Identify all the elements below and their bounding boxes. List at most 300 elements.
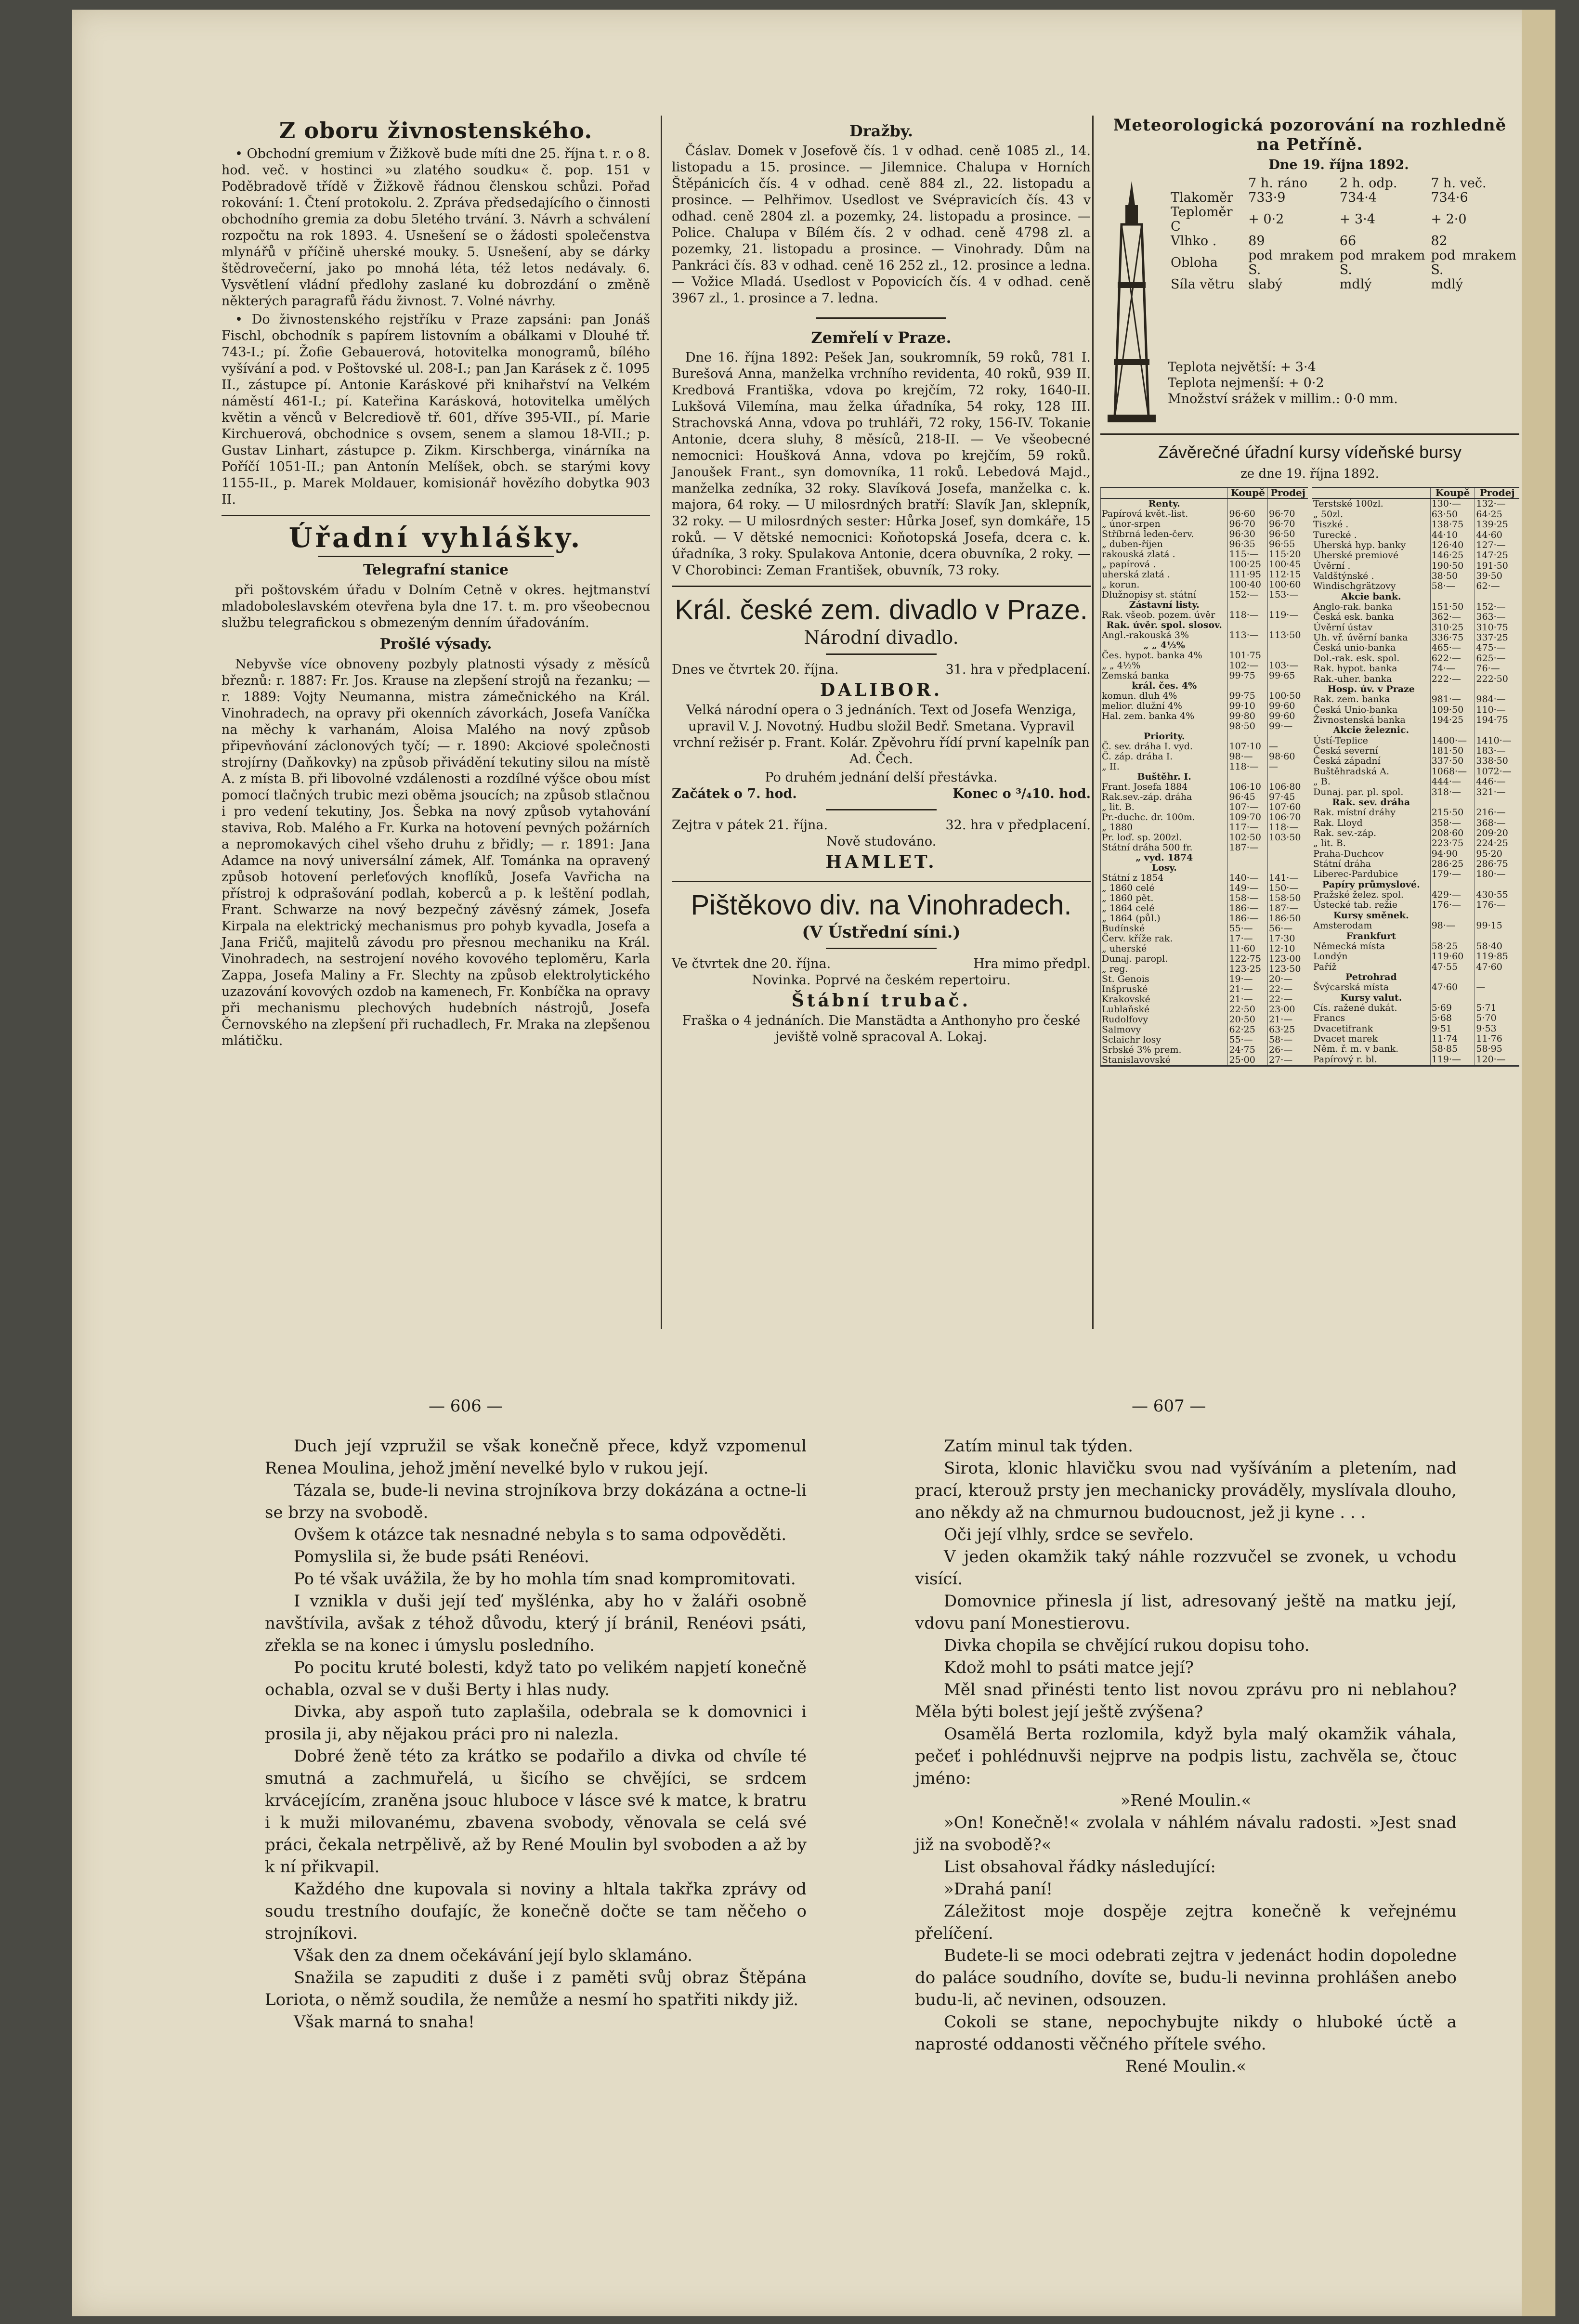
newspaper-spread [72,10,1555,2316]
subheading-vysady: Prošlé výsady. [379,636,492,653]
bursa-row [1101,964,1308,974]
story-paragraph: »Drahá paní! [944,1880,1053,1899]
article-zemreli: Dne 16. října 1892: Pešek Jan, soukromník, 59 roků, 781 I. Burešová Anna, manželka vrchního revidenta, 40 roků, 939 II. Kredbová Františka, vdova po krejčím, 72 roky, 1640-II. Lukšová Vilemína, mau želka úřadníka, 54 roky, 128 III. Strachovská Anna, vdova po truhláři, 72 roky, 156-IV. Tokanie Antonie, dcera sluhy, 8 měsíců, 218-II. — Ve všeobecné nemocnici: Houšková Anna, vdova po krejčím, 59 roků. Janoušek Frant., syn domovníka, 11 roků. Lebedová Majd., manželka zedníka, 32 roky. Slavíková Josefa, manželka c. k. majora, 64 roky. — U milosrdných bratří: Slavík Jan, sklepník, 32 roky. — U milosrdných sester: Hůrka Josef, syn domkáře, 15 roků. — V dětské nemocnici: Koňotopská Josefa, dcera c. k. úřadníka, 3 roky. Spulakova Antonie, dcera obuvníka, 2 roky. — V Chorobinci: Zeman František, obuvník, 73 roky. [672,350,1091,578]
story-paragraph: Cokoli se stane, nepochybujte nikdy o hluboké úctě a naprosté oddanosti věčného přítele svého. [915,2012,1457,2054]
bursa-item-name: „ 1880 [1101,823,1228,833]
bursa-item-name: Inšpruské [1101,984,1228,994]
bursa-sell-value: 5·70 [1475,1013,1519,1023]
bursa-item-name: Pražské želez. spol. [1312,890,1431,900]
bursa-row [1101,752,1308,762]
bursa-sell-value: 110·— [1475,705,1519,715]
bursa-row [1101,711,1308,721]
bursa-row [1101,984,1308,994]
theatre1-description: Velká národní opera o 3 jednáních. Text od Josefa Wenziga, upravil V. J. Novotný. Hudbu složil Bedř. Smetana. Vypravil vrchní režisér p. Frant. Kolár. Zpěvohru řídí první kapelník pan Ad. Čech. [673,703,1090,767]
bursa-item-name: Lublaňské [1101,1005,1228,1015]
bursa-sell-value: 5·71 [1475,1003,1519,1013]
bursa-row [1101,994,1308,1005]
bursa-item-name: Terstské 100zl. [1312,498,1431,509]
bursa-buy-value: 58·85 [1430,1044,1475,1054]
bursa-sell-value: 338·50 [1475,756,1519,766]
bursa-row [1101,1025,1308,1035]
story-paragraph: I vznikla v duši její teď myšlénka, aby ho v žaláři osobně navštívila, avšak z téhož důvodu, který jí bránil, Renéovi psáti, zřekla se na konec i úmyslu posledního. [265,1592,807,1655]
bursa-sell-value: 64·25 [1475,509,1519,520]
bursa-sell-value: — [1268,762,1308,772]
bursa-row [1312,550,1520,561]
bursa-item-name: „ 1864 celé [1101,903,1228,914]
bursa-buy-value: 96·45 [1228,792,1268,802]
bursa-sell-value: 106·80 [1268,782,1308,792]
theatre1-subtitle: Národní divadlo. [804,627,959,648]
bursa-row [1101,944,1308,954]
bursa-col-buy: Koupě [1228,487,1268,498]
story-paragraph: Sirota, klonic hlavičku svou nad vyšíváním a pletením, nad prací, kterouž prsty jen mechanicky prováděly, myslívala dlouho, ano někdy až na chmurnou budoucnost, jež ji kyne . . . [915,1459,1457,1522]
bursa-row [1312,849,1520,859]
bursa-row [1101,903,1308,914]
bursa-row [1312,571,1520,581]
bursa-item-name: Liberec-Pardubice [1312,869,1431,879]
theatre1-start: Začátek o 7. hod. [672,786,797,801]
theatre2-note: Hra mimo předpl. [973,956,1091,971]
bursa-sell-value: 286·75 [1475,859,1519,869]
article-rejstrik: • Do živnostenského rejstříku v Praze zapsáni: pan Jonáš Fischl, obchodník s papírem listovním a obálkami v Dlouhé tř. 743-I.; pí. Žofie Gebauerová, hotovitelka monogramů, bílého vyšívání a pod. v Poštovské ul. 208-I.; pan Jan Karásek z č. 1095 II., zástupce pí. Antonie Karáskové při knihařství na Velkém náměstí 461-I.; pí. Kateřina Karásková, hotovitelka umělých květin a věnců v Belcrediově tř. 601, dříve 395-VII., pí. Marie Kirchuerová, obchodnice s ovsem, senem a slamou 18-VII.; p. Gustav Linhart, zástupce p. Zikm. Kirschberga, vinárníka na Poříčí 1051-II.; pan Antonín Melíšek, obch. se starými kovy 1155-II., p. Marek Moldauer, komisionář hovězího dobytka 903 II. [222,312,650,507]
bursa-item-name: „ únor-srpen [1101,519,1228,529]
bursa-item-name: Petrohrad [1312,972,1431,982]
column-rule [1092,116,1094,1329]
bursa-row [1101,833,1308,843]
bursa-sell-value: 23·00 [1268,1005,1308,1015]
bursa-buy-value: 11·74 [1430,1034,1475,1044]
bursa-sell-value: 183·— [1475,746,1519,756]
bursa-item-name: Úvěrní ústav [1312,623,1431,633]
bursa-item-name: Kursy valut. [1312,993,1431,1003]
bursa-buy-value [1430,797,1475,808]
bursa-sell-value: 62·— [1475,581,1519,591]
bursa-row [1101,630,1308,640]
bursa-row [1101,691,1308,701]
bursa-item-name: Rak. sev.-záp. [1312,828,1431,838]
bursa-buy-value [1228,772,1268,782]
bursa-buy-value: 981·— [1430,694,1475,705]
bursa-sell-value: 58·40 [1475,941,1519,952]
bursa-item-name: Buštěhr. I. [1101,772,1228,782]
bursa-row [1312,736,1520,746]
bursa-buy-value: 9·51 [1430,1024,1475,1034]
bursa-buy-value: 58·— [1430,581,1475,591]
bursa-buy-value: 1400·— [1430,736,1475,746]
bursa-row [1312,1024,1520,1034]
bursa-item-name: Č. záp. dráha I. [1101,752,1228,762]
page-number-right: — 607 — [1132,1397,1206,1416]
bursa-item-name: Pr.-duchc. dr. 100m. [1101,812,1228,823]
bursa-sell-value: — [1475,982,1519,992]
meteo-rain: Množství srážek v millim.: 0·0 mm. [1168,392,1398,406]
theatre1-day: Dnes ve čtvrtek 20. října. [672,662,839,677]
bursa-item-name [1101,721,1228,731]
bursa-buy-value: 47·60 [1430,982,1475,992]
bursa-row [1312,694,1520,705]
bursa-row [1101,772,1308,782]
heading-vyhlasky: Úřadní vyhlášky. [288,522,583,554]
bursa-buy-value: 158·— [1228,893,1268,903]
bursa-buy-value: 107·— [1228,802,1268,812]
bursa-sell-value: 106·70 [1268,812,1308,823]
bursa-buy-value: 96·35 [1228,539,1268,549]
bursa-sell-value: 222·50 [1475,674,1519,684]
theatre1-end: Konec o ³/₄10. hod. [953,786,1091,801]
bursa-buy-value: 47·55 [1430,962,1475,972]
story-paragraph: Záležitost moje dospěje zejtra konečně k veřejnému přelíčení. [915,1902,1457,1943]
bursa-buy-value [1430,993,1475,1003]
theatre2-title: Pištěkovo div. na Vinohradech. [691,889,1072,921]
meteo-extremes [1168,359,1398,407]
bursa-row [1101,498,1308,509]
theatre1-play: DALIBOR. [820,680,943,700]
bursa-buy-value: 21·— [1228,984,1268,994]
bursa-buy-value: 118·— [1228,610,1268,620]
bursa-row [1101,843,1308,853]
bursa-item-name: Salmovy [1101,1025,1228,1035]
bursa-item-name: „ lit. B. [1312,838,1431,849]
story-paragraph: Každého dne kupovala si noviny a hltala takřka zprávy od soudu trestního doufajíc, že konečně dočte se tam něčeho o strojníkovi. [265,1880,807,1943]
bursa-buy-value [1228,620,1268,630]
bursa-item-name: „ reg. [1101,964,1228,974]
bursa-row [1101,914,1308,924]
bursa-buy-value: 146·25 [1430,550,1475,561]
column-rule [661,116,662,1329]
bursa-row [1101,873,1308,883]
meteo-row-label: Teploměr C [1171,205,1233,234]
bursa-buy-value: 318·— [1430,787,1475,797]
bursa-buy-value: 98·— [1228,752,1268,762]
bursa-item-name: Paříž [1312,962,1431,972]
bursa-sell-value: 158·50 [1268,893,1308,903]
bursa-item-name: Akcie železnic. [1312,725,1431,735]
bursa-row [1101,560,1308,570]
bursa-sell-value: 96·50 [1268,529,1308,539]
bursa-row [1312,684,1520,694]
bursa-item-name: Červ. kříže rak. [1101,934,1228,944]
meteo-value: pod mrakem S. [1431,248,1516,277]
story-paragraph: Pomyslila si, že bude psáti Renéovi. [294,1547,589,1567]
meteo-row-label: Vlhko . [1171,234,1217,248]
bursa-item-name: Papírová květ.-list. [1101,509,1228,519]
bursa-sell-value: 430·55 [1475,890,1519,900]
bursa-buy-value: 429·— [1430,890,1475,900]
bursa-buy-value: 138·75 [1430,520,1475,530]
bursa-sell-value: 63·25 [1268,1025,1308,1035]
bursa-item-name: Rak.-uher. banka [1312,674,1431,684]
bursa-item-name: Sclaichr losy [1101,1035,1228,1045]
bursa-item-name: Německá místa [1312,941,1431,952]
bursa-item-name: „ 50zl. [1312,509,1431,520]
bursa-item-name: komun. dluh 4% [1101,691,1228,701]
bursa-item-name: „ papírová . [1101,560,1228,570]
bursa-row [1101,934,1308,944]
bursa-row [1101,620,1308,630]
bursa-table-left [1100,487,1308,1065]
story-paragraph: Zatím minul tak týden. [944,1436,1133,1456]
bursa-col-name [1101,487,1228,498]
meteo-value: mdlý [1431,277,1463,292]
bursa-sell-value: 17·30 [1268,934,1308,944]
bursa-row [1101,1015,1308,1025]
bursa-buy-value: 99·75 [1228,691,1268,701]
story-paragraph: Snažila se zapuditi z duše i z paměti svůj obraz Štěpána Loriota, o němž soudila, že nemůže a nesmí ho spatřiti nikdy již. [265,1968,807,2010]
bursa-item-name: Zástavní listy. [1101,600,1228,610]
bursa-buy-value: 96·70 [1228,519,1268,529]
article-telegraf: při poštovském úřadu v Dolním Cetně v okres. hejtmanství mladoboleslavském otevřena byla dne 17. t. m. pro všeobecnou službu telegrafickou s obmezeným denním úřadováním. [222,583,650,630]
bursa-row [1312,859,1520,869]
theatre2-date-row [672,956,1091,972]
bursa-item-name: Buštěhradská A. [1312,767,1431,777]
bursa-row [1101,529,1308,539]
bursa-sell-value [1475,972,1519,982]
bursa-item-name: Angl.-rakouská 3% [1101,630,1228,640]
bursa-item-name: Akcie bank. [1312,592,1431,602]
bursa-item-name: Pr. loď. sp. 200zl. [1101,833,1228,843]
bursa-sell-value [1475,993,1519,1003]
divider [826,948,937,949]
bursa-buy-value: 119·60 [1430,952,1475,962]
bursa-date: ze dne 19. října 1892. [1240,467,1379,481]
bursa-sell-value [1268,651,1308,661]
bursa-row [1101,974,1308,984]
article-vysady: Nebyvše více obnoveny pozbyly platnosti výsady z měsíců březnů: r. 1887: Fr. Jos. Krause na zlepšení strojů na řezanku; — r. 1889: Vojty Neumanna, mistra zámečnického na Král. Vinohradech, na opravy při okenních závorkách, Josefa Vaníčka na měchy k varhanám, Aloisa Malého na nový způsob připevňování záclonových tyčí; — r. 1890: Akciové společnosti strojírny (Daňkovky) na způsob přivádění tekutiny silou na místě A. z místa B. při libovolné vzdálenosti a rozdílné výšce obou míst pomocí tlačných trubic mezi oběma jsoucích; na způsob stlačnou i pro vedení tekutiny, Jos. Šebka na nový způsob vytahování staviva, Rob. Malého a Fr. Kurka na hotovení pevných požárních a nepromokavých cihel všeho druhu z břidly; — r. 1891: Jana Adamce na nový universální zámek, Alf. Tománka na opravený způsob hotovení perleťových knoflíků, Josefa Vavřicha na přístroj k odprašování podlah, koberců a p. k leštění podlah, Frant. Schwarze na nový bezpečný závěsný zámek, Josefa Kirpala na elektrický mechanismus pro pohyb kyvadla, Josefa a Jana Fričů, majitelů závodu pro přesnou mechaniku na Král. Vinohradech, na sestrojení nového kovového teploměru, Karla Zappa, Josefa Maliny a Fr. Slechty na způsob elektrolytického uzazování kovových ozdob na kamenech, Fr. Konbíčka na opravy při mechanismu plechových hudebních nástrojů, Josefa Černovského na zlepšení při ruchadlech, Fr. Mraka na zlepšenou mlátičku. [222,657,650,1048]
bursa-item-name: Stanislavovské [1101,1055,1228,1065]
bursa-buy-value: 223·75 [1430,838,1475,849]
bursa-item-name: Uherské premiové [1312,550,1431,561]
bursa-buy-value [1430,725,1475,735]
bursa-row [1101,823,1308,833]
bursa-item-name: Rak. místní dráhy [1312,808,1431,818]
theatre1-next-play: HAMLET. [825,852,937,872]
bursa-buy-value: 310·25 [1430,623,1475,633]
bursa-buy-value: 336·75 [1430,633,1475,643]
bursa-item-name: „ uherské [1101,944,1228,954]
bursa-row [1101,762,1308,772]
bursa-buy-value: 19·— [1228,974,1268,984]
bursa-sell-value: 21·— [1268,1015,1308,1025]
bursa-buy-value: 106·10 [1228,782,1268,792]
bursa-item-name: Ústí-Teplice [1312,736,1431,746]
bursa-buy-value: 99·75 [1228,671,1268,681]
bursa-item-name: Česká esk. banka [1312,612,1431,622]
bursa-buy-value: 74·— [1430,664,1475,674]
bursa-buy-value: 337·50 [1430,756,1475,766]
bursa-buy-value [1430,972,1475,982]
bursa-buy-value: 362·— [1430,612,1475,622]
bursa-item-name: Srbské 3% prem. [1101,1045,1228,1055]
bursa-buy-value: 118·— [1228,762,1268,772]
bursa-row [1312,911,1520,921]
bursa-row [1312,982,1520,992]
bursa-buy-value [1228,731,1268,742]
bursa-item-name: Rak.sev.-záp. dráha [1101,792,1228,802]
bursa-item-name: Rak. všeob. pozem. úvěr [1101,610,1228,620]
left-column [222,118,650,1051]
bursa-item-name: Rak. zem. banka [1312,694,1431,705]
story-paragraph: Však den za dnem očekávání její bylo sklamáno. [294,1946,692,1965]
bursa-row [1101,782,1308,792]
bursa-buy-value: 11·60 [1228,944,1268,954]
bursa-sell-value: 96·70 [1268,509,1308,519]
meteo-value: 66 [1339,234,1357,248]
bursa-buy-value: 44·10 [1430,530,1475,540]
divider [826,809,937,810]
bursa-sell-value: 119·— [1268,610,1308,620]
bursa-buy-value: 111·95 [1228,570,1268,580]
bursa-item-name: Státní dráha 500 fr. [1101,843,1228,853]
bursa-row [1312,756,1520,766]
bursa-row [1101,802,1308,812]
bursa-sell-value [1268,600,1308,610]
bursa-item-name: Dvacetifrank [1312,1024,1431,1034]
bursa-row [1312,838,1520,849]
bursa-row [1312,962,1520,972]
bursa-row [1312,498,1520,509]
bursa-tables [1100,487,1519,1067]
theatre2-subtitle: (V Ústřední síni.) [802,923,961,942]
bursa-sell-value: 99·15 [1475,921,1519,931]
bursa-row [1312,767,1520,777]
bursa-item-name: Papírový r. bl. [1312,1055,1431,1065]
bursa-sell-value [1268,640,1308,651]
bursa-sell-value: 58·95 [1475,1044,1519,1054]
bursa-row [1312,705,1520,715]
heading-drazby: Dražby. [849,122,913,140]
bursa-item-name: Dunaj. par. pl. spol. [1312,787,1431,797]
bursa-buy-value: 99·80 [1228,711,1268,721]
bursa-buy-value: 107·10 [1228,742,1268,752]
bursa-buy-value: 17·— [1228,934,1268,944]
bursa-buy-value: 102·— [1228,661,1268,671]
bursa-row [1312,561,1520,571]
bursa-buy-value [1430,931,1475,941]
theatre2-novelty: Novinka. Poprvé na českém repertoiru. [752,973,1011,988]
bursa-item-name: Budínské [1101,924,1228,934]
bursa-sell-value: 100·60 [1268,580,1308,590]
bursa-buy-value: 20·50 [1228,1015,1268,1025]
divider [826,653,937,655]
bursa-sell-value [1475,684,1519,694]
bursa-col-sell: Prodej [1475,487,1519,498]
bursa-item-name: Dol.-rak. esk. spol. [1312,653,1431,664]
bursa-sell-value: 180·— [1475,869,1519,879]
bursa-item-name: Rak. úvěr. spol. slosov. [1101,620,1228,630]
bursa-item-name: Valdštýnské . [1312,571,1431,581]
bursa-buy-value: 22·50 [1228,1005,1268,1015]
bursa-item-name: Rak. hypot. banka [1312,664,1431,674]
bursa-sell-value: 12·10 [1268,944,1308,954]
bursa-sell-value: 11·76 [1475,1034,1519,1044]
theatre1-next-note: Nově studováno. [826,834,937,849]
bursa-buy-value: 21·— [1228,994,1268,1005]
bursa-item-name: Rak. sev. dráha [1312,797,1431,808]
bursa-row [1312,643,1520,653]
subheading-telegraf: Telegrafní stanice [363,561,509,578]
meteo-value: mdlý [1339,277,1372,292]
bursa-row [1101,883,1308,893]
bursa-row [1312,777,1520,787]
bursa-sell-value: 119·85 [1475,952,1519,962]
bursa-buy-value [1228,853,1268,863]
bursa-row [1101,1035,1308,1045]
bursa-row [1101,539,1308,549]
heading-zemreli: Zemřelí v Praze. [811,328,952,347]
bursa-sell-value: 113·50 [1268,630,1308,640]
bursa-item-name: Dvacet marek [1312,1034,1431,1044]
meteo-row-label: Síla větru [1171,277,1235,292]
meteo-value: 89 [1248,234,1265,248]
bursa-sell-value: 224·25 [1475,838,1519,849]
bursa-item-name: St. Genois [1101,974,1228,984]
bursa-buy-value: 55·— [1228,1035,1268,1045]
bursa-sell-value: 310·75 [1475,623,1519,633]
heading-zivnostenske: Z oboru živnostenského. [279,118,593,144]
bursa-buy-value: 222·— [1430,674,1475,684]
bursa-row [1312,972,1520,982]
bursa-item-name: Hal. zem. banka 4% [1101,711,1228,721]
bursa-buy-value: 215·50 [1430,808,1475,818]
bursa-row [1312,787,1520,797]
bursa-table-right [1312,487,1519,1065]
bursa-sell-value: 99·65 [1268,671,1308,681]
theatre2-description: Fraška o 4 jednáních. Die Manstädta a Anthonyho pro české jeviště volně spracoval A. Lokaj. [682,1013,1081,1044]
bursa-buy-value [1228,863,1268,873]
bursa-item-name: rakouská zlatá . [1101,549,1228,560]
meteo-row-label: Obloha [1171,255,1218,270]
bursa-buy-value: 98·— [1430,921,1475,931]
divider [672,586,1091,587]
meteo-value: 734·6 [1431,190,1468,205]
bursa-row [1101,590,1308,600]
article-gremium: • Obchodní gremium v Žižkově bude míti dne 25. října t. r. o 8. hod. več. v hostinci »u zlatého soudku« č. pop. 151 v Poděbradově třídě v Žižkově řádnou členskou schůzi. Pořad rokování: 1. Čtení protokolu. 2. Zpráva předsedajícího o činnosti obchodního gremia za dobu 5letého trvání. 3. Návrh a schválení rozpočtu na rok 1893. 4. Usnešení se o žádosti společenstva mlynářů v příčině uherské mouky. 5. Usnešení, aby se dárky štědrovečerní, jako po mnohá léta, též letos nedávaly. 6. Vysvětlení vládní předlohy zaslané ku dobrozdání o změně některých paragrafů řádu živnost. 7. Volné návrhy. [222,146,650,309]
bursa-sell-value: 100·50 [1268,691,1308,701]
bursa-sell-value [1268,681,1308,691]
bursa-sell-value: 96·70 [1268,519,1308,529]
bursa-item-name: Frankfurt [1312,931,1431,941]
bursa-row [1312,715,1520,725]
bursa-row [1312,808,1520,818]
story-paragraph: Osamělá Berta rozlomila, když byla malý okamžik váhala, pečeť i pohlédnuvši nejprve na podpis listu, zachvěla se, čtouc jméno: [915,1724,1457,1788]
bursa-buy-value: 109·50 [1430,705,1475,715]
bursa-row [1312,602,1520,612]
bursa-sell-value: 56·— [1268,924,1308,934]
bursa-row [1312,890,1520,900]
bursa-buy-value: 179·— [1430,869,1475,879]
bursa-row [1312,993,1520,1003]
bursa-row [1312,797,1520,808]
meteo-value: pod mrakem S. [1339,248,1425,277]
bursa-row [1101,519,1308,529]
bursa-item-name: Francs [1312,1013,1431,1023]
bursa-sell-value [1268,772,1308,782]
story-paragraph: Však marná to snaha! [294,2012,475,2032]
bursa-row [1312,1034,1520,1044]
bursa-item-name: „ „ 4½% [1101,661,1228,671]
bursa-item-name: Kursy směnek. [1312,911,1431,921]
bursa-buy-value [1430,911,1475,921]
bursa-row [1312,880,1520,890]
petrin-tower-illustration [1100,176,1163,427]
bursa-sell-value: 47·60 [1475,962,1519,972]
story-paragraph: Budete-li se moci odebrati zejtra v jedenáct hodin dopoledne do paláce soudního, dovíte se, budu-li nevinna prohlášen anebo budu-li, ač nevinen, odsouzen. [915,1946,1457,2010]
story-paragraph: Duch její vzpružil se však konečně přece, když vzpomenul Renea Moulina, jehož jmění nevelké bylo v rukou její. [265,1436,807,1478]
bursa-row [1312,725,1520,735]
bursa-row [1101,549,1308,560]
bursa-sell-value: 20·— [1268,974,1308,984]
bursa-row [1312,612,1520,622]
